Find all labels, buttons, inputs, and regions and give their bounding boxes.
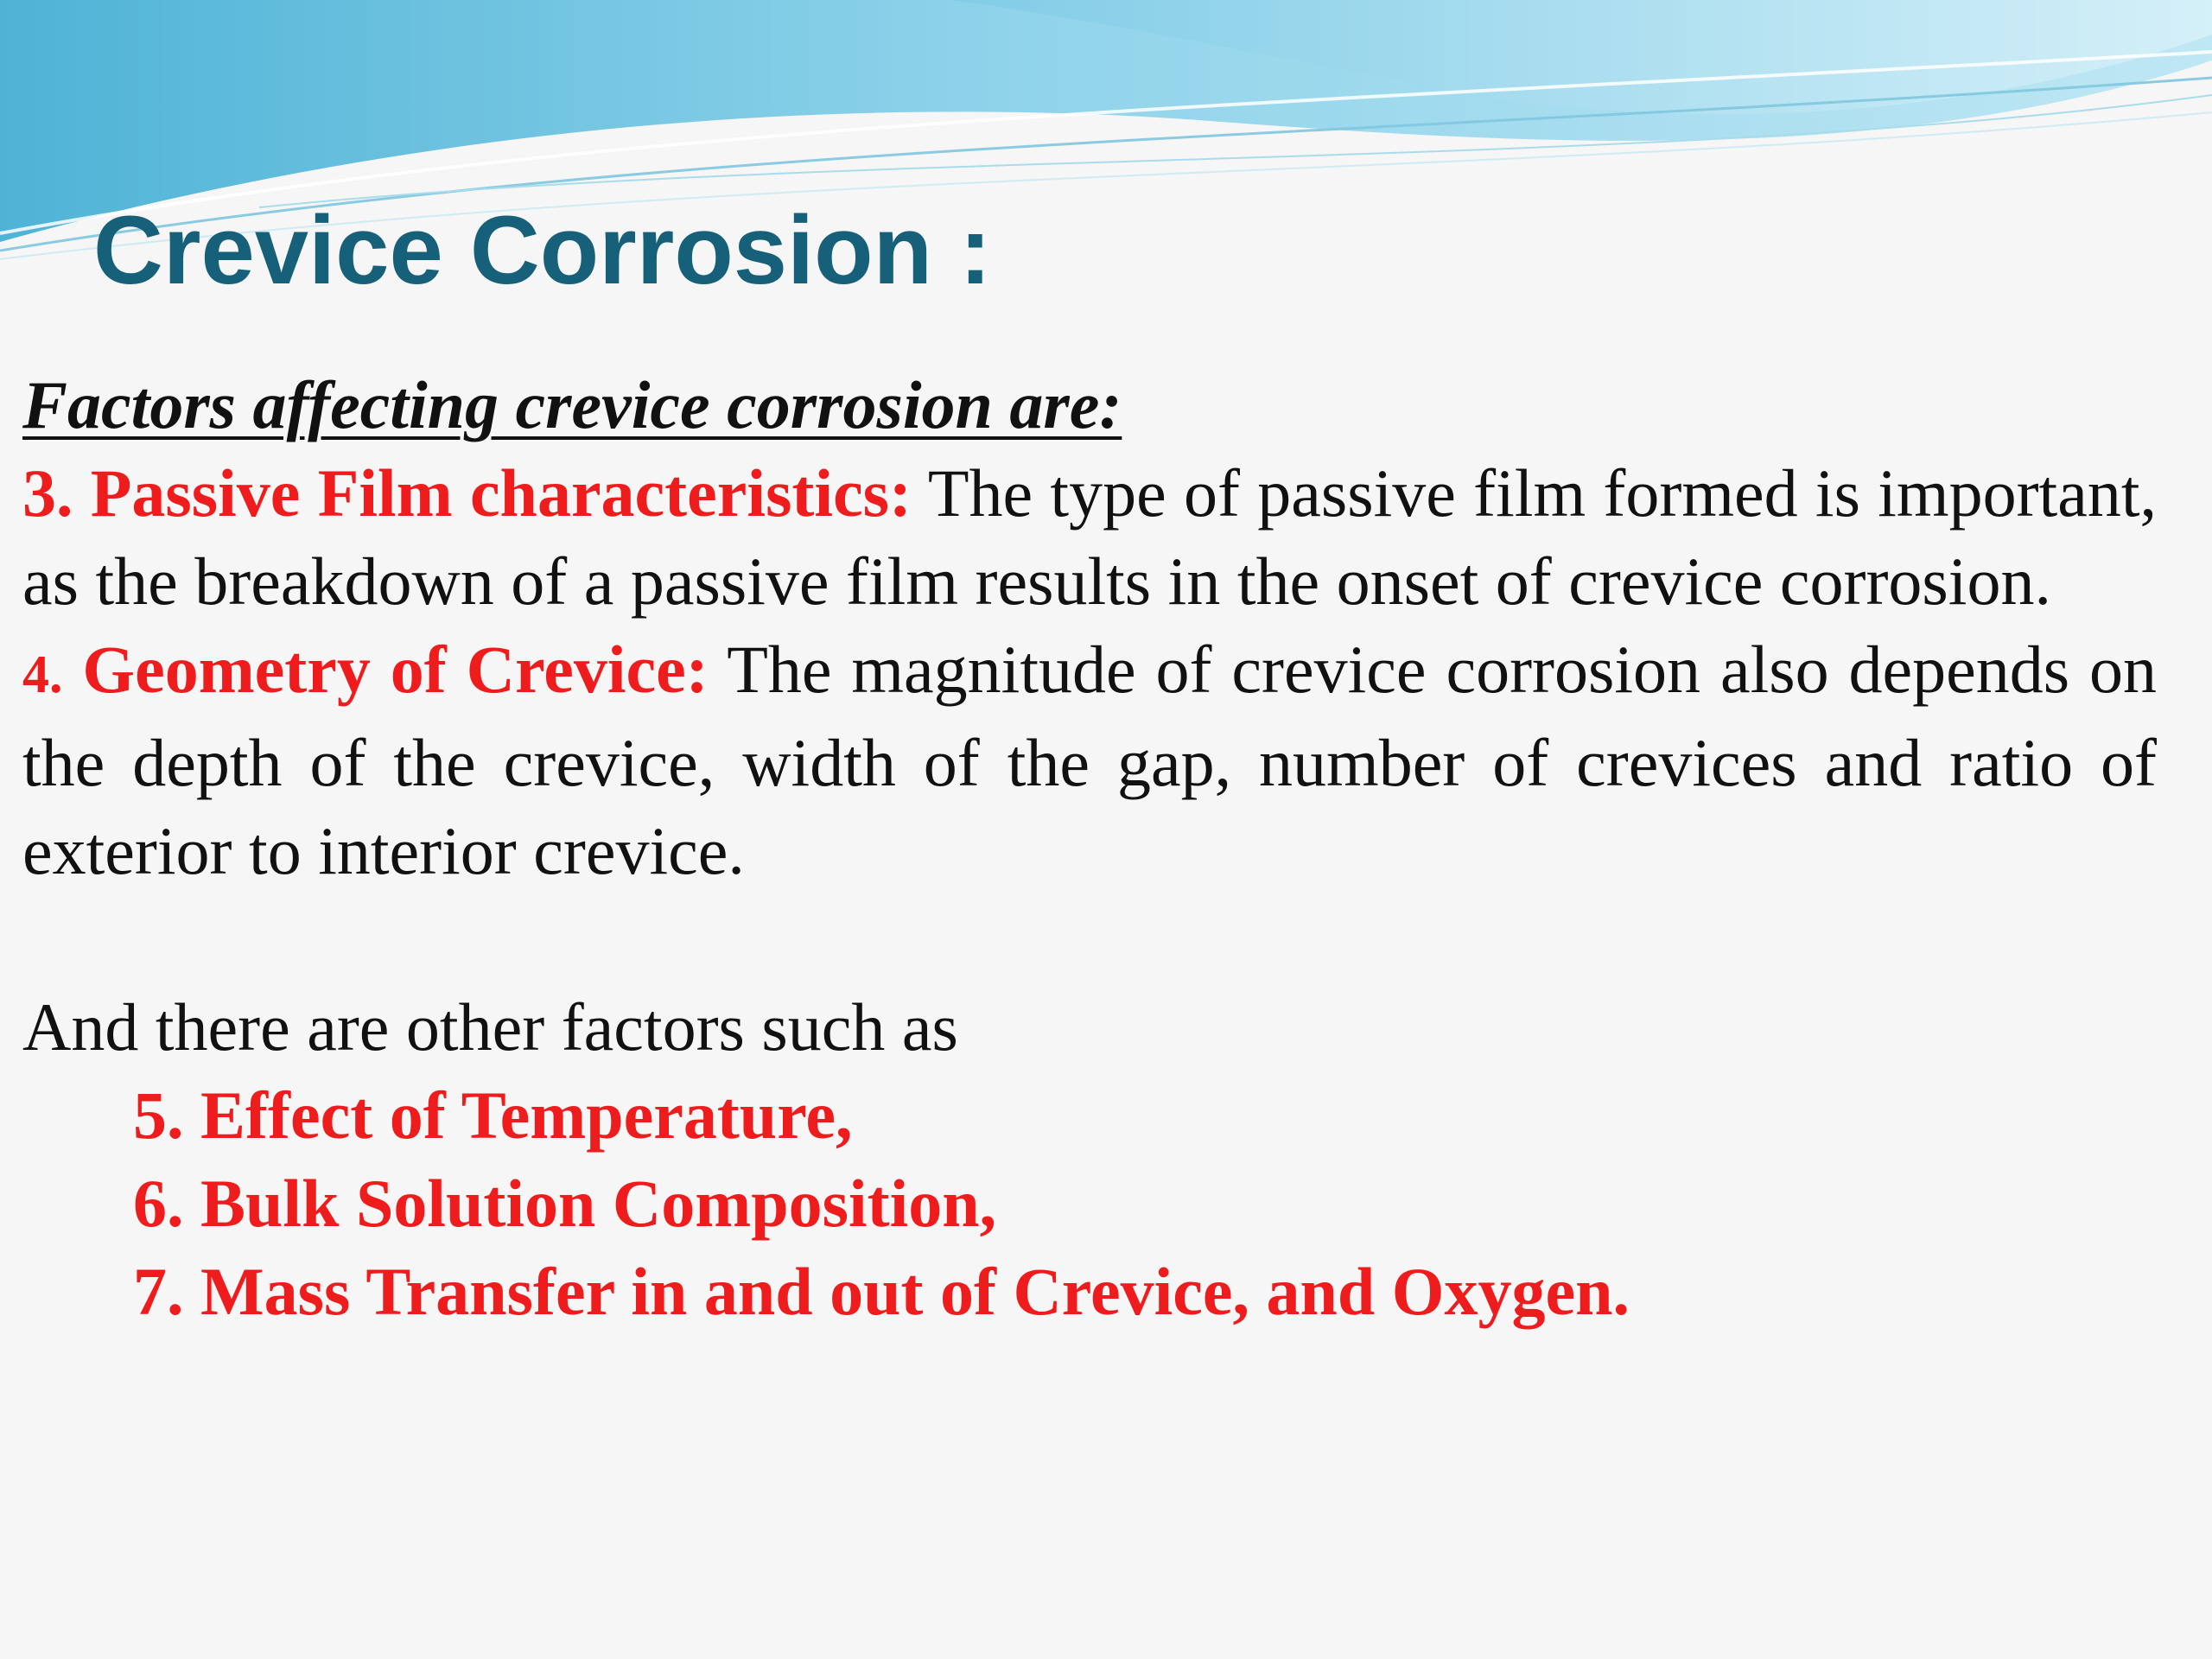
- factors-heading: Factors affecting crevice corrosion are:: [22, 367, 1122, 442]
- factor-number: 3.: [22, 455, 73, 531]
- other-factor-item: 5. Effect of Temperature,: [133, 1077, 853, 1153]
- factor-description: The type of passive film formed is important, as the breakdown of a passive film results in the onset of crevice corrosion.: [22, 455, 2158, 619]
- spacer: [22, 895, 2157, 983]
- factor-name: Geometry of Crevice:: [82, 632, 709, 707]
- slide-title: Crevice Corrosion :: [93, 196, 992, 304]
- other-factor-item: 6. Bulk Solution Composition,: [133, 1166, 997, 1241]
- factor-item: [22, 449, 2157, 626]
- factor-name: Passive Film characteristics:: [90, 455, 912, 531]
- other-factor-item: 7. Mass Transfer in and out of Crevice, and Oxygen.: [133, 1254, 1630, 1329]
- other-factors-intro: And there are other factors such as: [22, 989, 958, 1065]
- factor-item: [22, 626, 2157, 895]
- factor-description: The magnitude of crevice corrosion also depends on the depth of the crevice, width of the gap, number of crevices and ratio of exterior to interior crevice.: [22, 632, 2157, 888]
- factor-number: 4.: [22, 645, 63, 704]
- slide-body: [22, 361, 2157, 1336]
